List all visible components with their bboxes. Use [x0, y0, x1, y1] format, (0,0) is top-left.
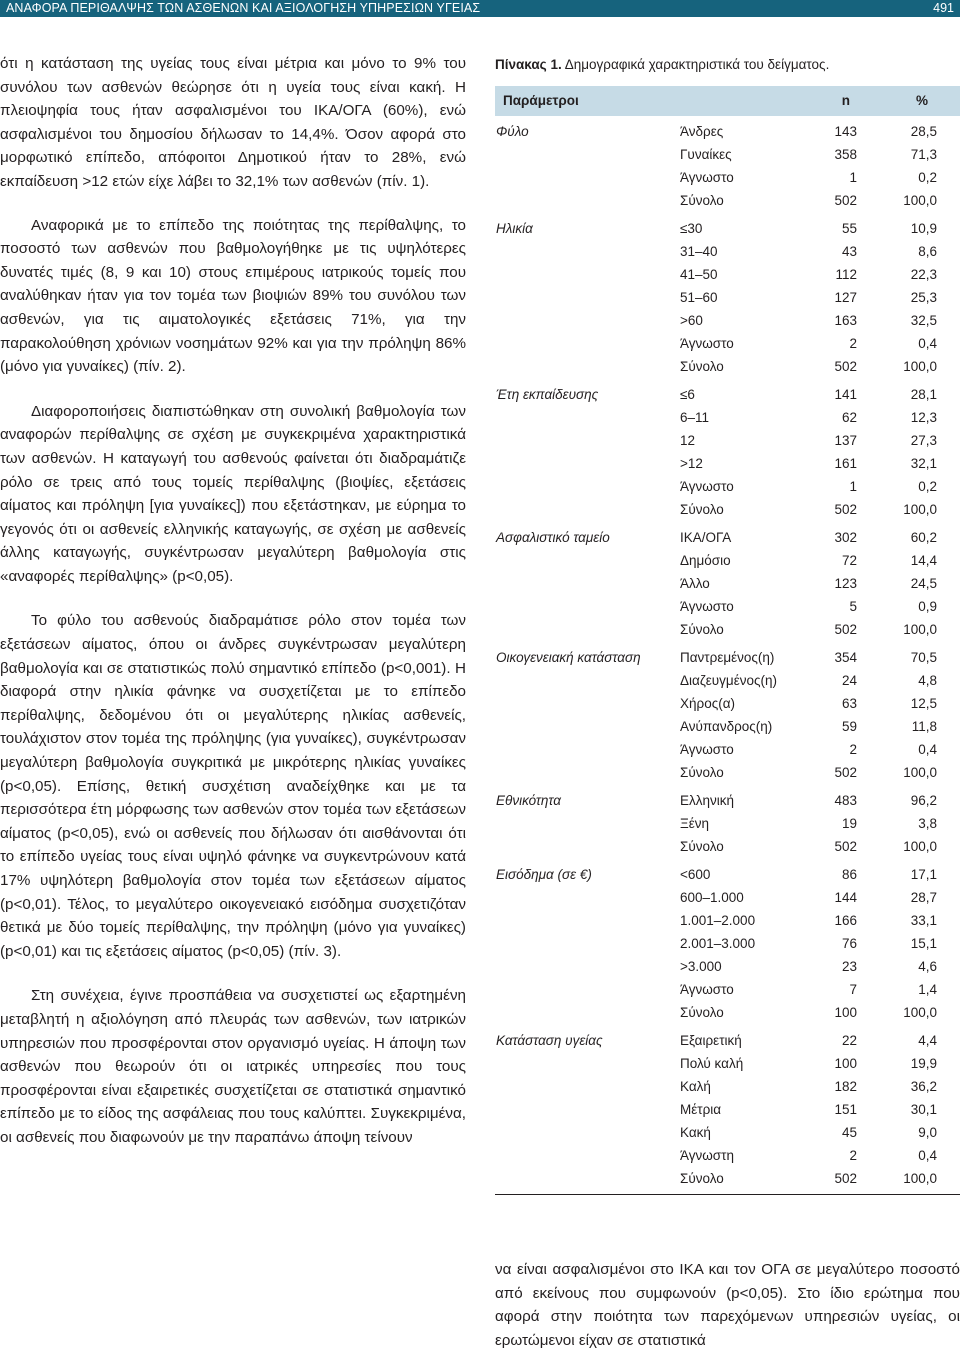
row-n: 182 [834, 1079, 857, 1094]
body-paragraph: Διαφοροποιήσεις διαπιστώθηκαν στη συνολική βαθμολογία των αναφορών περίθαλψης σε σχέση με συγκεκριμένα χαρακτηριστικά των ασθενών. Η καταγωγή του ασθενούς φαίνεται ότι διαδραμάτιζε ρόλο σε τρεις από τους τομείς περίθαλψης (βιοψίες, εξετάσεις αίματος και πρόληψη [για γυναίκες]) που εξετάστηκαν, με εύρημα το γεγονός ότι οι ασθενείς ελληνικής καταγωγής, σε σχέση με ασθενείς άλλης καταγωγής, συγκέντρωσαν μεγαλύτερη βαθμολογία στις «αναφορές περίθαλψης» (p<0,05). [0, 402, 466, 585]
table-row [495, 264, 960, 287]
row-percent: 33,1 [910, 913, 937, 928]
row-category: 1.001–2.000 [680, 913, 756, 928]
table-row [495, 836, 960, 859]
header-parameters: Παράμετροι [503, 93, 579, 108]
row-n: 1 [849, 479, 857, 494]
table-row [495, 218, 960, 241]
row-n: 354 [834, 650, 857, 665]
row-percent: 4,8 [918, 673, 937, 688]
row-percent: 0,4 [918, 336, 937, 351]
row-n: 502 [834, 359, 857, 374]
row-category: >12 [680, 456, 703, 471]
row-percent: 17,1 [910, 867, 937, 882]
row-category: Ανύπανδρος(η) [680, 719, 773, 734]
row-percent: 19,9 [910, 1056, 937, 1071]
body-paragraph: να είναι ασφαλισμένοι στο ΙΚΑ και τον ΟΓΑ σε μεγαλύτερο ποσοστό από εκείνους που συμφωνούν (p<0,05). Στο ίδιο ερώτημα που αφορά στην ποιότητα των παρεχόμενων υπηρεσιών υγείας, οι ερωτώμενοι είχαν σε στατιστικά [495, 1261, 960, 1349]
body-paragraph: Αναφορικά με το επίπεδο της ποιότητας της περίθαλψης, το ποσοστό των ασθενών που βαθμολογήθηκε με τις υψηλότερες δυνατές τιμές (8, 9 και 10) στους επιμέρους ιατρικούς τομείς που αναλύθηκαν ήταν για τον τομέα των βιοψιών 89% του συνόλου των ασθενών, για τις αιματολογικές εξετάσεις 71%, για την παρακολούθηση χρόνιων νοσημάτων 92% και για την πρόληψη 86% (μόνο για γυναίκες) (πίν. 2). [0, 216, 466, 376]
table-row [495, 670, 960, 693]
table-row [495, 241, 960, 264]
row-category: Σύνολο [680, 193, 724, 208]
row-percent: 30,1 [910, 1102, 937, 1117]
table-row [495, 144, 960, 167]
row-category: Διαζευγμένος(η) [680, 673, 777, 688]
row-parameter: Ηλικία [496, 221, 533, 236]
row-n: 2 [849, 742, 857, 757]
table-row [495, 453, 960, 476]
row-n: 483 [834, 793, 857, 808]
row-n: 166 [834, 913, 857, 928]
row-percent: 0,2 [918, 479, 937, 494]
row-percent: 0,4 [918, 1148, 937, 1163]
row-percent: 11,8 [911, 719, 937, 734]
row-category: Σύνολο [680, 359, 724, 374]
row-n: 302 [834, 530, 857, 545]
row-percent: 28,1 [910, 387, 937, 402]
table-row [495, 864, 960, 887]
row-n: 2 [849, 1148, 857, 1163]
row-category: Σύνολο [680, 622, 724, 637]
running-header [0, 0, 960, 17]
table-row [495, 573, 960, 596]
row-percent: 100,0 [903, 839, 937, 854]
table-caption [495, 57, 960, 72]
row-percent: 100,0 [903, 1005, 937, 1020]
row-category: ΙΚΑ/ΟΓΑ [680, 530, 732, 545]
row-category: Άγνωστο [680, 336, 734, 351]
row-n: 112 [835, 267, 857, 282]
demographics-table [495, 86, 960, 1195]
row-parameter: Οικογενειακή κατάσταση [496, 650, 641, 665]
row-category: Καλή [680, 1079, 711, 1094]
row-n: 43 [841, 244, 857, 259]
right-column-text [495, 1258, 960, 1352]
body-paragraph: Στη συνέχεια, έγινε προσπάθεια να συσχετιστεί ως εξαρτημένη μεταβλητή η αξιολόγηση από πλευράς των ασθενών, των ιατρικών υπηρεσιών που προσφέρονται στον οργανισμό υγείας. Η άποψη των ασθενών που θεωρούν ότι οι ιατρικές υπηρεσίες που τους προσφέρονται είναι εξαιρετικές συσχετίζεται σε στατιστικά σημαντικό επίπεδο με το είδος της ασφάλειας που τους καλύπτει. Συγκεκριμένα, οι ασθενείς που διαφωνούν με την παραπάνω άποψη τείνουν [0, 987, 466, 1146]
table-row [495, 739, 960, 762]
row-n: 7 [849, 982, 857, 997]
table-row [495, 333, 960, 356]
row-category: ≤30 [680, 221, 703, 236]
row-percent: 3,8 [918, 816, 937, 831]
row-parameter: Ασφαλιστικό ταμείο [496, 530, 610, 545]
row-percent: 32,1 [910, 456, 937, 471]
row-category: Άλλο [680, 576, 710, 591]
header-n: n [841, 93, 850, 108]
table-row [495, 407, 960, 430]
row-category: 12 [680, 433, 696, 448]
table-row [495, 287, 960, 310]
row-n: 151 [834, 1102, 857, 1117]
table-row [495, 979, 960, 1002]
row-category: Άγνωστο [680, 742, 734, 757]
row-n: 22 [841, 1033, 857, 1048]
row-category: Ξένη [680, 816, 710, 831]
row-n: 55 [841, 221, 857, 236]
row-parameter: Κατάσταση υγείας [496, 1033, 603, 1048]
row-percent: 22,3 [910, 267, 937, 282]
row-category: 41–50 [680, 267, 718, 282]
left-column [0, 52, 466, 1171]
row-percent: 4,4 [918, 1033, 937, 1048]
row-percent: 24,5 [910, 576, 937, 591]
row-n: 100 [834, 1056, 857, 1071]
header-percent: % [915, 93, 928, 108]
table-row [495, 1076, 960, 1099]
row-percent: 100,0 [903, 193, 937, 208]
row-category: Άγνωστο [680, 479, 734, 494]
table-row [495, 167, 960, 190]
row-category: <600 [680, 867, 711, 882]
table-row [495, 1168, 960, 1191]
table-row [495, 1099, 960, 1122]
row-percent: 12,5 [910, 696, 937, 711]
row-n: 502 [834, 193, 857, 208]
row-n: 100 [834, 1005, 857, 1020]
row-n: 24 [841, 673, 857, 688]
row-percent: 1,4 [918, 982, 937, 997]
row-percent: 28,5 [910, 124, 937, 139]
table-row [495, 596, 960, 619]
row-category: Εξαιρετική [680, 1033, 742, 1048]
row-n: 76 [841, 936, 857, 951]
row-parameter: Εισόδημα (σε €) [496, 867, 592, 882]
row-percent: 12,3 [910, 410, 937, 425]
row-percent: 100,0 [903, 765, 937, 780]
table-row [495, 1030, 960, 1053]
table-row [495, 933, 960, 956]
row-category: 51–60 [680, 290, 718, 305]
table-row [495, 384, 960, 407]
table-row [495, 1122, 960, 1145]
table-header-row [495, 86, 960, 116]
table-caption-label: Πίνακας 1. [495, 57, 562, 72]
row-percent: 10,9 [910, 221, 937, 236]
row-category: ≤6 [680, 387, 695, 402]
row-category: Μέτρια [680, 1102, 722, 1117]
row-n: 123 [834, 576, 857, 591]
row-category: Σύνολο [680, 839, 724, 854]
row-n: 23 [841, 959, 857, 974]
body-paragraph: Το φύλο του ασθενούς διαδραμάτισε ρόλο στον τομέα των εξετάσεων αίματος, όπου οι άνδρες συγκέντρωσαν μεγαλύτερη βαθμολογία και σε στατιστικώς πολύ σημαντικό επίπεδο (p<0,001). Η διαφορά στην ηλικία φάνηκε να συσχετίζεται με το επίπεδο περίθαλψης, δεδομένου ότι οι μεγαλύτερης ηλικίας ασθενείς, τουλάχιστον στον τομέα της πρόληψης (για γυναίκες), συγκέντρωσαν μεγαλύτερη βαθμολογία συγκριτικά με μικρότερης ηλικίας γυναίκες (p<0,05). Επίσης, θετική συσχέτιση αναδείχθηκε και με τα περισσότερα έτη μόρφωσης των ασθενών στον τομέα των εξετάσεων αίματος (p<0,05), ενώ οι ασθενείς που δήλωσαν ότι αισθάνονται ότι το επίπεδο υγείας τους είναι υψηλό φάνηκε να συγκεντρώνουν κατά 17% υψηλότερη βαθμολογία στον τομέα των εξετάσεων αίματος (p<0,01). Τέλος, το μεγαλύτερο οικογενειακό εισόδημα συσχετιζόταν θετικά με δύο τομείς περίθαλψης, την πρόληψη (μόνο για γυναίκες) (p<0,01) και τις εξετάσεις αίματος (p<0,05) (πίν. 3). [0, 612, 466, 960]
row-percent: 100,0 [903, 622, 937, 637]
row-percent: 100,0 [903, 502, 937, 517]
row-category: 2.001–3.000 [680, 936, 756, 951]
table-row [495, 887, 960, 910]
row-category: Άγνωστο [680, 982, 734, 997]
row-category: Ελληνική [680, 793, 735, 808]
row-category: Παντρεμένος(η) [680, 650, 775, 665]
row-n: 63 [841, 696, 857, 711]
row-n: 144 [834, 890, 857, 905]
row-category: Σύνολο [680, 765, 724, 780]
row-percent: 0,4 [918, 742, 937, 757]
row-parameter: Φύλο [496, 124, 529, 139]
row-n: 143 [834, 124, 857, 139]
table-row [495, 910, 960, 933]
row-percent: 27,3 [910, 433, 937, 448]
row-parameter: Εθνικότητα [496, 793, 561, 808]
row-n: 62 [841, 410, 857, 425]
row-parameter: Έτη εκπαίδευσης [496, 387, 599, 402]
row-percent: 14,4 [910, 553, 937, 568]
row-n: 127 [834, 290, 857, 305]
row-n: 502 [834, 622, 857, 637]
page-number: 491 [933, 1, 954, 15]
row-n: 161 [834, 456, 857, 471]
row-category: Δημόσιο [680, 553, 731, 568]
row-category: Γυναίκες [680, 147, 732, 162]
row-n: 1 [849, 170, 857, 185]
table-row [495, 499, 960, 522]
row-percent: 36,2 [910, 1079, 937, 1094]
row-percent: 0,9 [918, 599, 937, 614]
row-percent: 32,5 [910, 313, 937, 328]
row-n: 5 [849, 599, 857, 614]
row-category: Άγνωστη [680, 1148, 734, 1163]
row-category: Σύνολο [680, 1171, 724, 1186]
running-header-title: ΑΝΑΦΟΡΑ ΠΕΡΙΘΑΛΨΗΣ ΤΩΝ ΑΣΘΕΝΩΝ ΚΑΙ ΑΞΙΟΛΟΓΗΣΗ ΥΠΗΡΕΣΙΩΝ ΥΓΕΙΑΣ [6, 1, 481, 15]
table-body [495, 121, 960, 1191]
table-row [495, 1145, 960, 1168]
row-n: 45 [841, 1125, 857, 1140]
row-percent: 4,6 [918, 959, 937, 974]
row-percent: 28,7 [910, 890, 937, 905]
table-row [495, 527, 960, 550]
row-percent: 70,5 [910, 650, 937, 665]
row-n: 502 [834, 502, 857, 517]
table-row [495, 356, 960, 379]
row-category: >3.000 [680, 959, 722, 974]
table-row [495, 619, 960, 642]
row-category: 31–40 [680, 244, 718, 259]
row-category: >60 [680, 313, 703, 328]
table-row [495, 121, 960, 144]
row-n: 502 [834, 765, 857, 780]
table-caption-text: Δημογραφικά χαρακτηριστικά του δείγματος. [564, 57, 830, 72]
table-row [495, 647, 960, 670]
row-percent: 0,2 [918, 170, 937, 185]
body-paragraph: ότι η κατάσταση της υγείας τους είναι μέτρια και μόνο το 9% του συνόλου των ασθενών θεώρησε ότι η υγεία τους είναι κακή. Η πλειοψηφία τους ήταν ασφαλισμένοι του ΙΚΑ/ΟΓΑ (60%), ενώ ασφαλισμένοι του δημοσίου δήλωσαν το 14,4%. Όσον αφορά στο μορφωτικό επίπεδο, απόφοιτοι Δημοτικού ήταν το 28%, ενώ εκπαίδευση >12 ετών είχε λάβει το 32,1% των ασθενών (πίν. 1). [0, 55, 466, 190]
table-row [495, 1002, 960, 1025]
table-row [495, 190, 960, 213]
row-n: 2 [849, 336, 857, 351]
row-percent: 8,6 [918, 244, 937, 259]
row-category: Σύνολο [680, 1005, 724, 1020]
table-row [495, 716, 960, 739]
row-n: 358 [834, 147, 857, 162]
row-category: Άγνωστο [680, 599, 734, 614]
row-n: 141 [834, 387, 857, 402]
row-percent: 100,0 [903, 1171, 937, 1186]
row-percent: 60,2 [910, 530, 937, 545]
table-row [495, 310, 960, 333]
table-row [495, 813, 960, 836]
table-row [495, 430, 960, 453]
table-row [495, 693, 960, 716]
row-category: Πολύ καλή [680, 1056, 744, 1071]
row-n: 19 [841, 816, 857, 831]
row-percent: 71,3 [910, 147, 937, 162]
table-bottom-rule [495, 1194, 960, 1195]
table-row [495, 762, 960, 785]
row-n: 163 [834, 313, 857, 328]
table-row [495, 790, 960, 813]
row-category: Σύνολο [680, 502, 724, 517]
row-n: 72 [841, 553, 857, 568]
row-percent: 15,1 [910, 936, 937, 951]
row-category: Άνδρες [680, 124, 724, 139]
row-n: 59 [841, 719, 857, 734]
row-category: Κακή [680, 1125, 711, 1140]
row-category: Χήρος(α) [680, 696, 736, 711]
row-percent: 96,2 [910, 793, 937, 808]
row-n: 86 [841, 867, 857, 882]
table-row [495, 1053, 960, 1076]
row-n: 502 [834, 1171, 857, 1186]
row-category: Άγνωστο [680, 170, 734, 185]
table-row [495, 476, 960, 499]
row-percent: 25,3 [910, 290, 937, 305]
row-percent: 9,0 [918, 1125, 937, 1140]
row-n: 502 [834, 839, 857, 854]
table-row [495, 956, 960, 979]
row-n: 137 [834, 433, 857, 448]
row-percent: 100,0 [903, 359, 937, 374]
table-row [495, 550, 960, 573]
row-category: 600–1.000 [680, 890, 744, 905]
row-category: 6–11 [680, 410, 710, 425]
